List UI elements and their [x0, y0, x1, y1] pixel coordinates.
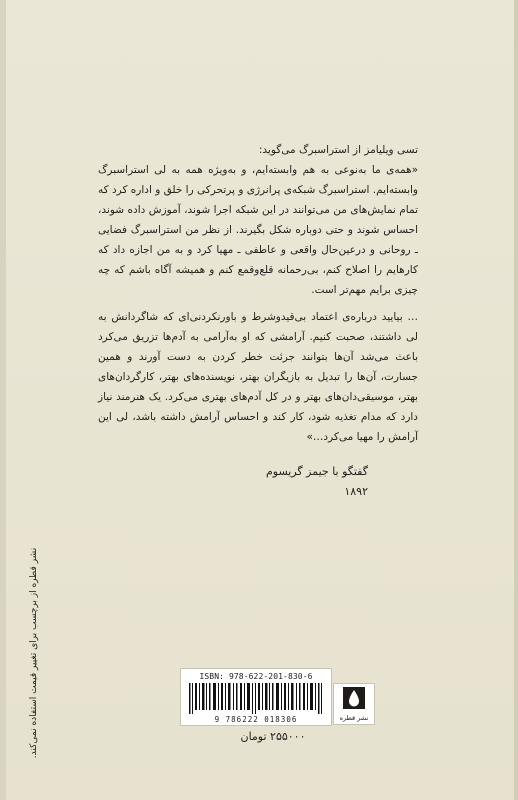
barcode-bars — [187, 683, 325, 714]
price-label-note — [20, 518, 48, 788]
attribution-year: ۱۸۹۲ — [344, 485, 368, 498]
attribution-line: گفتگو با جیمز گریسوم — [265, 465, 368, 478]
publisher-name: نشر قطره — [339, 714, 369, 722]
blurb-text — [98, 140, 418, 447]
intro-line: تسی ویلیامز از استراسبرگ می‌گوید: — [258, 144, 418, 156]
paragraph-gap — [98, 300, 418, 307]
quote-paragraph-2: … بیایید درباره‌ی اعتماد بی‌قیدوشرط و باورنکردنی‌ای که شاگردانش به لی داشتند، صحبت کنیم. آرامشی که او به‌آرامی به آدم‌ها تزریق می‌کرد باعث می‌شد آن‌ها بتوانند جرئت خطر کردن به دست آورند و همین جسارت، آن‌ها را تبدیل به بازیگران بهتر، نویسنده‌های بهتر، کارگردان‌های بهتر، موسیقی‌دان‌های بهتر و در کل آدم‌های بهتری می‌کرد. یک هنرمند نیاز دارد که مدام تغذیه شود، کار کند و احساس آرامش داشته باشد، لی این آرامش را مهیا می‌کرد…» — [98, 311, 418, 443]
raindrop-icon — [342, 686, 366, 710]
isbn-label: ISBN: 978-622-201-830-6 — [199, 672, 313, 681]
quote-attribution — [266, 462, 368, 502]
price-label: ۲۵۵۰۰۰ تومان — [240, 730, 306, 743]
quote-paragraph-1: «همه‌ی ما به‌نوعی به هم وابسته‌ایم، و به‌ویژه همه به لی استراسبرگ وابسته‌ایم. استراسبرگ شبکه‌ی پرانرژی و پرتحرکی را خلق و اداره کرد که تمام نمایش‌های من می‌توانند در این شبکه اجرا شوند، آموزش داده شوند، احساس شوند و حتی دوباره شکل بگیرند. از نظر من استراسبرگ فضایی ـ روحانی و درعین‌حال واقعی و عاطفی ـ مهیا کرد و به من اجازه داد که کارهایم را اصلاح کنم، بی‌رحمانه قلع‌وقمع کنم و همیشه آگاه باشم که چه چیزی برایم مهم‌تر است. — [98, 164, 418, 296]
barcode-panel — [180, 668, 332, 726]
cover-edge-right — [514, 0, 518, 800]
side-note-text: نشر قطره از برچسب برای تغییر قیمت استفاده نمی‌کند. — [29, 547, 39, 759]
publisher-logo — [333, 683, 375, 725]
barcode-number: 9 786222 018306 — [214, 715, 298, 724]
cover-edge-left — [0, 0, 6, 800]
